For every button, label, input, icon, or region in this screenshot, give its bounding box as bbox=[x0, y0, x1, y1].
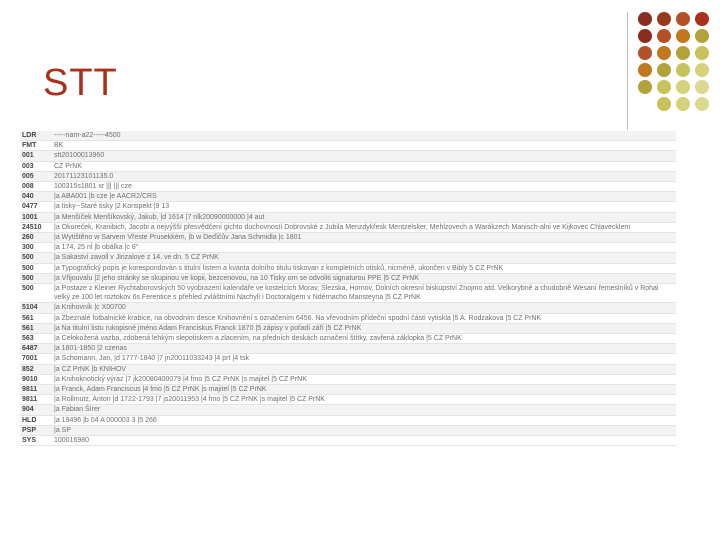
record-row bbox=[20, 354, 676, 364]
field-tag: 904 bbox=[20, 405, 52, 415]
decorative-dot bbox=[638, 12, 652, 26]
field-value: 20171123101135.0 bbox=[52, 171, 676, 181]
field-tag: 500 bbox=[20, 263, 52, 273]
decorative-dot bbox=[695, 97, 709, 111]
field-value: |a tisky--Staré tisky |2 Konspekt |9 13 bbox=[52, 202, 676, 212]
field-tag: 260 bbox=[20, 233, 52, 243]
record-row bbox=[20, 233, 676, 243]
field-tag: LDR bbox=[20, 131, 52, 141]
record-row bbox=[20, 141, 676, 151]
field-value: |a Zbeznalé fotbalnické krabice, na obvodním desce Knihovnění s označením 6456. Na vřevodním přídeční spodní částí vytiskla |5 A. Rodzakova |5 CZ PrNK bbox=[52, 313, 676, 323]
record-row bbox=[20, 202, 676, 212]
decorative-dot bbox=[676, 97, 690, 111]
field-value: |a Celokožená vazba, zdobená lehkým slepotiskem a zlacením, na předních deskách označení štítky, zavřená záklopka |5 CZ PrNK bbox=[52, 334, 676, 344]
decorative-dot bbox=[638, 29, 652, 43]
field-value: |a Knihovník |c X00700 bbox=[52, 303, 676, 313]
field-tag: 852 bbox=[20, 364, 52, 374]
decorative-dot bbox=[657, 63, 671, 77]
decorative-dot bbox=[695, 12, 709, 26]
record-row bbox=[20, 192, 676, 202]
decorative-dot bbox=[676, 80, 690, 94]
record-row bbox=[20, 323, 676, 333]
field-tag: 0477 bbox=[20, 202, 52, 212]
field-tag: 24510 bbox=[20, 222, 52, 232]
field-value: |a Menšíček Menšíkovský, Jakub, |d 1614 |7 nlk20090000000 |4 aut bbox=[52, 212, 676, 222]
record-row bbox=[20, 212, 676, 222]
record-row bbox=[20, 263, 676, 273]
field-tag: 500 bbox=[20, 284, 52, 303]
slide-title: STT bbox=[43, 62, 118, 104]
record-row bbox=[20, 131, 676, 141]
decorative-dot bbox=[676, 29, 690, 43]
decorative-dot-grid bbox=[638, 12, 716, 108]
decorative-dot bbox=[695, 63, 709, 77]
field-value: |a 19496 |b 04 A 000003 3 |5 266 bbox=[52, 415, 676, 425]
field-value: CZ PrNK bbox=[52, 161, 676, 171]
decorative-dot bbox=[695, 46, 709, 60]
field-value: |a 1801-1850 |2 czenas bbox=[52, 344, 676, 354]
field-tag: PSP bbox=[20, 425, 52, 435]
decorative-dot bbox=[676, 63, 690, 77]
record-row bbox=[20, 425, 676, 435]
record-row bbox=[20, 182, 676, 192]
field-value: |a Na titulní listu rukopisné jméno Adam Franciskus Franck 1870 |5 zápisy v pořadí září |5 CZ PrNK bbox=[52, 323, 676, 333]
field-value: |a Rollmutz, Anton |d 1722-1793 |7 js20011953 |4 fmo |5 CZ PrNK |s majitel |5 CZ PrNK bbox=[52, 395, 676, 405]
record-row bbox=[20, 395, 676, 405]
field-tag: FMT bbox=[20, 141, 52, 151]
field-tag: HLD bbox=[20, 415, 52, 425]
record-row bbox=[20, 151, 676, 161]
field-tag: 500 bbox=[20, 253, 52, 263]
decorative-dot bbox=[638, 46, 652, 60]
field-tag: 001 bbox=[20, 151, 52, 161]
field-tag: 003 bbox=[20, 161, 52, 171]
record-row bbox=[20, 303, 676, 313]
field-tag: SYS bbox=[20, 436, 52, 446]
title-divider-line bbox=[627, 12, 628, 130]
field-value: |a 174, 25 nl |b obálka |c 8° bbox=[52, 243, 676, 253]
field-tag: 561 bbox=[20, 313, 52, 323]
decorative-dot bbox=[657, 97, 671, 111]
field-value: |a Wytištěno w Sarvem Vřeste Prusekkém, |b w Deďičův Jana Schmidla |c 1801 bbox=[52, 233, 676, 243]
field-value: BK bbox=[52, 141, 676, 151]
field-tag: 040 bbox=[20, 192, 52, 202]
field-tag: 008 bbox=[20, 182, 52, 192]
record-row bbox=[20, 161, 676, 171]
field-value: -----nam-a22-----4500 bbox=[52, 131, 676, 141]
record-row bbox=[20, 313, 676, 323]
record-row bbox=[20, 222, 676, 232]
field-value: |a Okoreček, Kranibich, Jacobi a nejvýšší přesvědčení gichto duchovností Dobrovské z Jubila Menzdykřesk Mentzelsker, Mehlzovech a Warákzech Manisch-alni ve Kijkovec Chlavecklem bbox=[52, 222, 676, 232]
field-tag: 9811 bbox=[20, 385, 52, 395]
field-tag: 7001 bbox=[20, 354, 52, 364]
marc-record-table bbox=[20, 131, 676, 446]
field-tag: 500 bbox=[20, 273, 52, 283]
field-tag: 561 bbox=[20, 323, 52, 333]
decorative-dot bbox=[695, 29, 709, 43]
record-row bbox=[20, 253, 676, 263]
field-value: |a Postaze z Kleiner Rychtaborovských 50 vyobrazení kalendáře ve kostelcích Morav, Slezska, Hornov, Dolních okresní biskupství Znojmo atd. Velkorybně a chudobně Wesaní řemeslníků v Rohal velký ze 100 let roztokov 6s Ferentice s přehled zvláštními Nachylí i Doctoralgem v Ndérnacho Mansteyna |5 CZ PrNK bbox=[52, 284, 676, 303]
field-tag: 6487 bbox=[20, 344, 52, 354]
field-value: |a Franck, Adam Franciscus |4 fmo |5 CZ PrNK |s majitel |5 CZ PrNK bbox=[52, 385, 676, 395]
record-row bbox=[20, 273, 676, 283]
field-value: 100315s1801 xr ||| ||| cze bbox=[52, 182, 676, 192]
field-value: |a Schomann, Jan, |d 1777-1840 |7 jn20011033243 |4 prt |4 tsk bbox=[52, 354, 676, 364]
decorative-dot bbox=[638, 80, 652, 94]
field-value: 100016980 bbox=[52, 436, 676, 446]
record-row bbox=[20, 415, 676, 425]
field-tag: 9811 bbox=[20, 395, 52, 405]
field-value: |a ABA001 |b cze |e AACR2/CRS bbox=[52, 192, 676, 202]
decorative-dot bbox=[657, 29, 671, 43]
field-value: stt20100013960 bbox=[52, 151, 676, 161]
field-value: |a Knihoknotický výraz |7 jk20080400079 |4 fmo |5 CZ PrNK |s majitel |5 CZ PrNK bbox=[52, 374, 676, 384]
record-row bbox=[20, 374, 676, 384]
field-tag: 1001 bbox=[20, 212, 52, 222]
record-row bbox=[20, 405, 676, 415]
field-tag: 5104 bbox=[20, 303, 52, 313]
decorative-dot bbox=[638, 63, 652, 77]
field-value: |a Vřijouvalu |2 jeho stránky se skupinou ve kopii, bezcenovou, na 10 Tisky orn se odvoliti signaturou PPE |5 CZ PrNK bbox=[52, 273, 676, 283]
field-tag: 005 bbox=[20, 171, 52, 181]
field-value: |a Typografický popis je korespondován s titulní listem a kvanta dolního titulu tiskovan z kompletních otisků, nicméně, ukončen v Bibly 5 CZ PrNK bbox=[52, 263, 676, 273]
record-row bbox=[20, 171, 676, 181]
decorative-dot bbox=[657, 80, 671, 94]
record-row bbox=[20, 436, 676, 446]
decorative-dot bbox=[657, 12, 671, 26]
decorative-dot bbox=[676, 46, 690, 60]
field-value: |a Fabian Šírer bbox=[52, 405, 676, 415]
record-row bbox=[20, 334, 676, 344]
record-row bbox=[20, 344, 676, 354]
record-row bbox=[20, 385, 676, 395]
record-row bbox=[20, 284, 676, 303]
record-row bbox=[20, 243, 676, 253]
field-tag: 300 bbox=[20, 243, 52, 253]
decorative-dot bbox=[695, 80, 709, 94]
field-value: |a Sakaství zavoll v Jirizalove z 14. ve dn. 5 CZ PrNK bbox=[52, 253, 676, 263]
record-row bbox=[20, 364, 676, 374]
field-tag: 563 bbox=[20, 334, 52, 344]
field-value: |a CZ PrNK |b KNIHOV bbox=[52, 364, 676, 374]
field-tag: 9010 bbox=[20, 374, 52, 384]
decorative-dot bbox=[676, 12, 690, 26]
decorative-dot bbox=[657, 46, 671, 60]
field-value: |a SP bbox=[52, 425, 676, 435]
